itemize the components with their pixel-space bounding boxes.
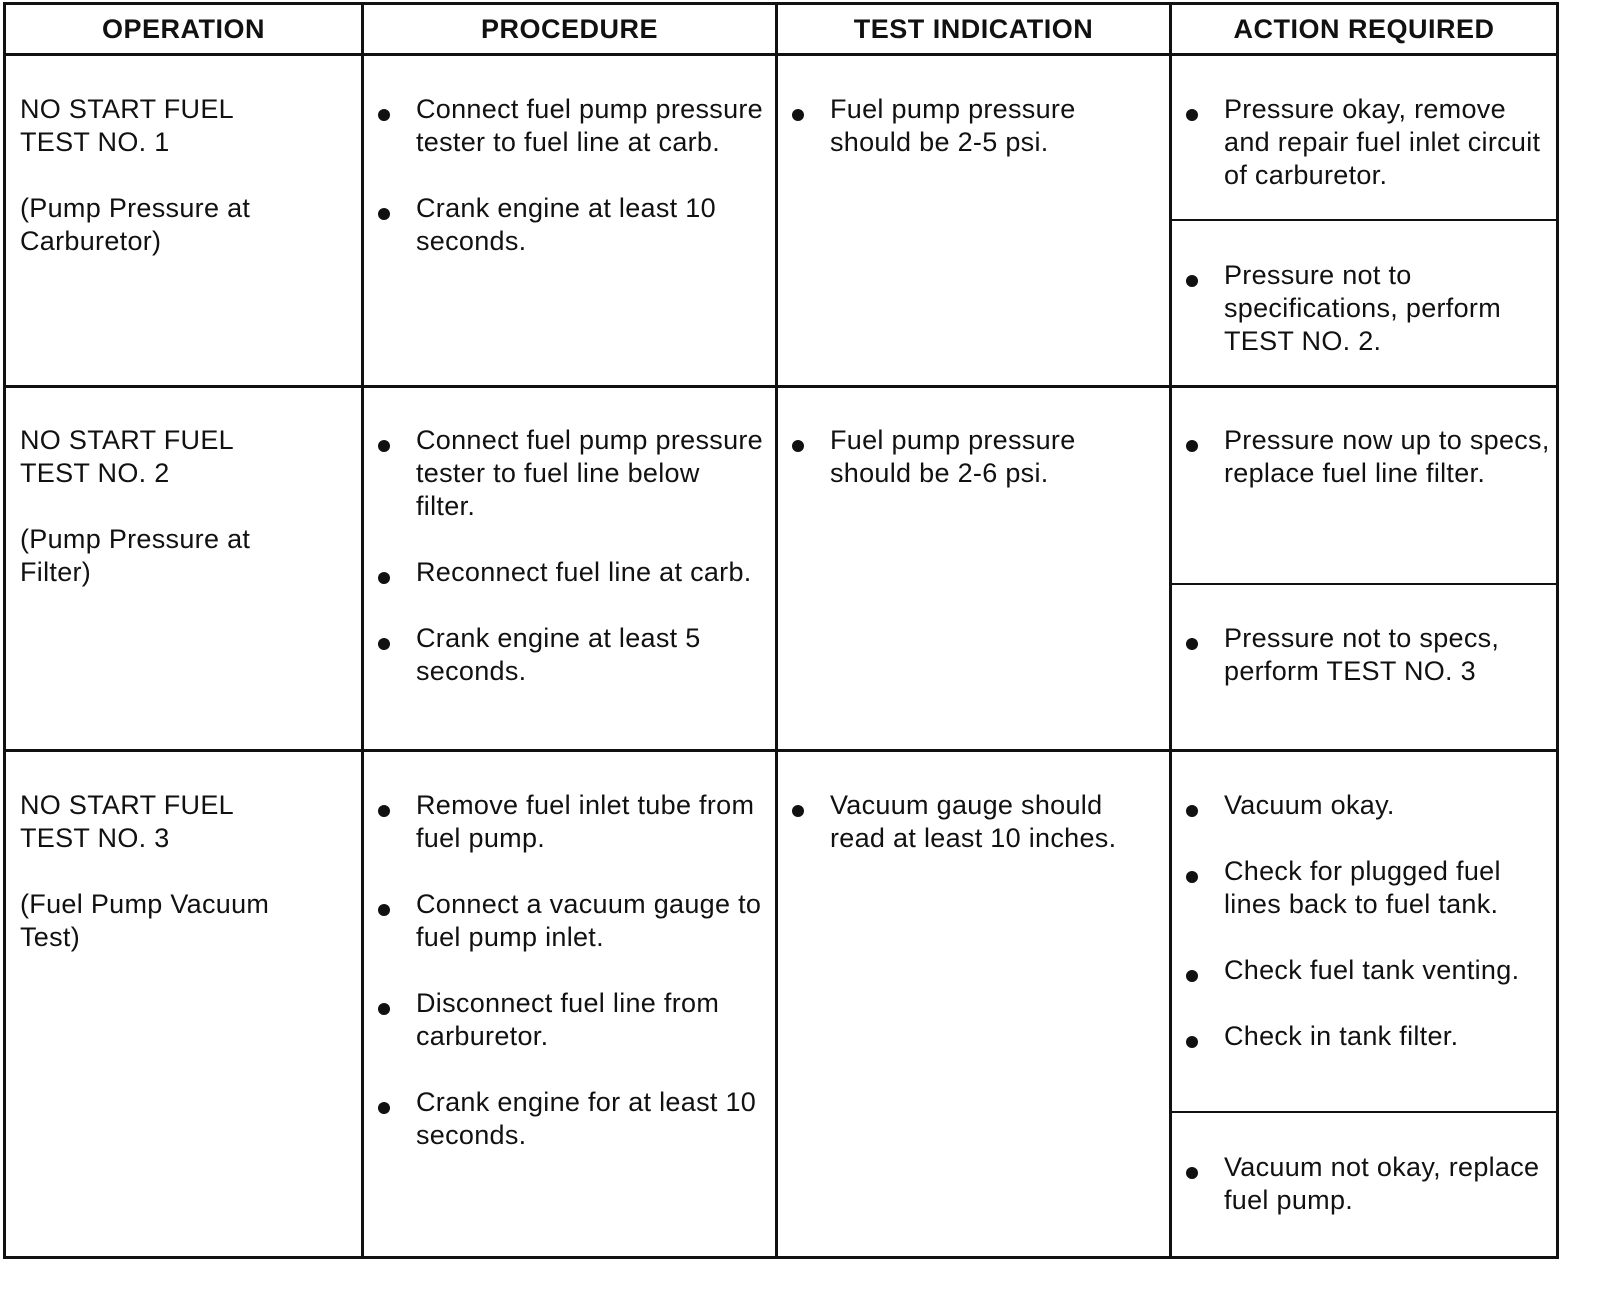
- operation-title: TEST NO. 3: [20, 823, 170, 853]
- indication-item: Vacuum gauge should read at least 10 inches.: [792, 789, 1162, 855]
- procedure-item: Connect fuel pump pressure tester to fuel line at carb.: [378, 93, 763, 159]
- operation-subtitle: (Fuel Pump Vacuum: [20, 889, 270, 919]
- bullet-icon: [378, 109, 390, 121]
- procedure-item: Connect fuel pump pressure tester to fuel line below filter.: [378, 424, 763, 523]
- action-item: Check fuel tank venting.: [1186, 954, 1551, 987]
- procedure-item: Disconnect fuel line from carburetor.: [378, 987, 763, 1053]
- bullet-icon: [1186, 1036, 1198, 1048]
- action-cell: [1186, 622, 1551, 688]
- action-divider: [1169, 583, 1559, 585]
- procedure-item: Connect a vacuum gauge to fuel pump inlet.: [378, 888, 763, 954]
- operation-title: NO START FUEL: [20, 94, 234, 124]
- bullet-icon: [792, 109, 804, 121]
- bullet-icon: [378, 1003, 390, 1015]
- bullet-icon: [378, 572, 390, 584]
- procedure-cell: [378, 789, 763, 1152]
- action-cell: [1186, 424, 1551, 490]
- procedure-item: Remove fuel inlet tube from fuel pump.: [378, 789, 763, 855]
- operation-cell: [20, 424, 355, 589]
- column-divider: [775, 2, 778, 1259]
- action-cell: [1186, 93, 1551, 192]
- bullet-icon: [378, 440, 390, 452]
- operation-title: TEST NO. 1: [20, 127, 170, 157]
- action-item: Pressure okay, remove and repair fuel inlet circuit of carburetor.: [1186, 93, 1551, 192]
- test-indication-cell: [792, 93, 1162, 159]
- action-item: Pressure not to specifications, perform TEST NO. 2.: [1186, 259, 1551, 358]
- indication-item: Fuel pump pressure should be 2-5 psi.: [792, 93, 1162, 159]
- row-divider: [3, 385, 1559, 388]
- operation-title: NO START FUEL: [20, 425, 234, 455]
- bullet-icon: [378, 1102, 390, 1114]
- bullet-icon: [1186, 1167, 1198, 1179]
- row-divider: [3, 749, 1559, 752]
- operation-subtitle: (Pump Pressure at: [20, 524, 251, 554]
- bullet-icon: [378, 805, 390, 817]
- header-operation: OPERATION: [101, 13, 265, 44]
- action-cell: [1186, 1151, 1551, 1217]
- bullet-icon: [378, 638, 390, 650]
- action-divider: [1169, 219, 1559, 221]
- bullet-icon: [792, 805, 804, 817]
- operation-subtitle: (Pump Pressure at: [20, 193, 251, 223]
- procedure-item: Crank engine at least 5 seconds.: [378, 622, 763, 688]
- bullet-icon: [792, 440, 804, 452]
- column-divider: [1169, 2, 1172, 1259]
- action-item: Check in tank filter.: [1186, 1020, 1551, 1053]
- test-indication-cell: [792, 424, 1162, 490]
- indication-item: Fuel pump pressure should be 2-6 psi.: [792, 424, 1162, 490]
- bullet-icon: [1186, 440, 1198, 452]
- action-cell: [1186, 259, 1551, 358]
- procedure-item: Crank engine at least 10 seconds.: [378, 192, 763, 258]
- operation-cell: [20, 789, 355, 954]
- operation-title: TEST NO. 2: [20, 458, 170, 488]
- bullet-icon: [1186, 638, 1198, 650]
- header-divider: [3, 53, 1559, 56]
- operation-subtitle: Filter): [20, 557, 92, 587]
- procedure-item: Reconnect fuel line at carb.: [378, 556, 763, 589]
- action-item: Pressure not to specs, perform TEST NO. 3: [1186, 622, 1551, 688]
- bullet-icon: [1186, 275, 1198, 287]
- procedure-cell: [378, 424, 763, 688]
- bullet-icon: [1186, 970, 1198, 982]
- bullet-icon: [1186, 109, 1198, 121]
- header-action-required: ACTION REQUIRED: [1233, 13, 1495, 44]
- header-procedure: PROCEDURE: [480, 13, 659, 44]
- action-item: Check for plugged fuel lines back to fuel tank.: [1186, 855, 1551, 921]
- action-item: Pressure now up to specs, replace fuel line filter.: [1186, 424, 1551, 490]
- action-item: Vacuum okay.: [1186, 789, 1551, 822]
- operation-subtitle: Carburetor): [20, 226, 162, 256]
- action-divider: [1169, 1111, 1559, 1113]
- bullet-icon: [378, 208, 390, 220]
- bullet-icon: [1186, 805, 1198, 817]
- test-indication-cell: [792, 789, 1162, 855]
- action-item: Vacuum not okay, replace fuel pump.: [1186, 1151, 1551, 1217]
- bullet-icon: [1186, 871, 1198, 883]
- action-cell: [1186, 789, 1551, 1053]
- operation-cell: [20, 93, 355, 258]
- bullet-icon: [378, 904, 390, 916]
- operation-subtitle: Test): [20, 922, 81, 952]
- header-test-indication: TEST INDICATION: [853, 13, 1094, 44]
- procedure-cell: [378, 93, 763, 258]
- column-divider: [361, 2, 364, 1259]
- operation-title: NO START FUEL: [20, 790, 234, 820]
- procedure-item: Crank engine for at least 10 seconds.: [378, 1086, 763, 1152]
